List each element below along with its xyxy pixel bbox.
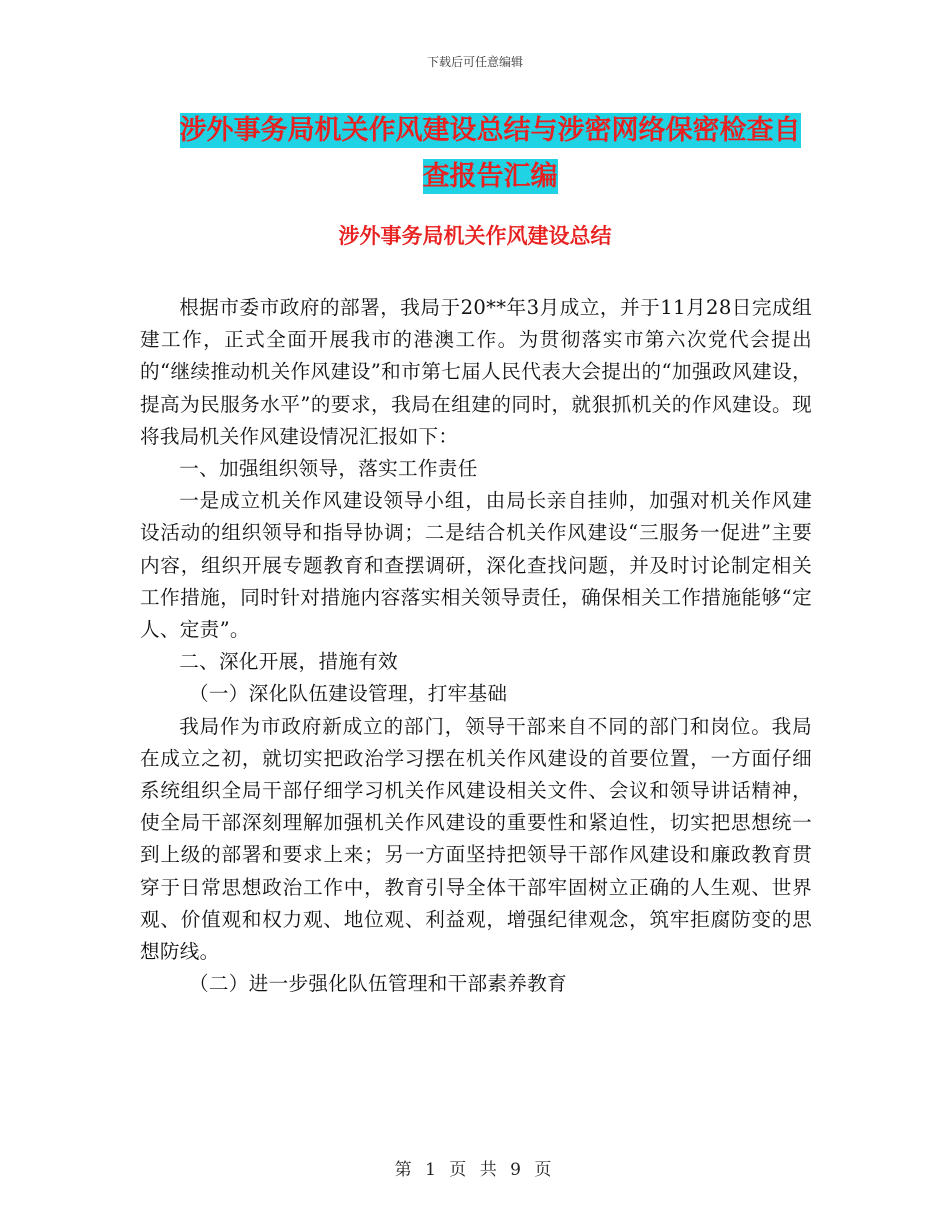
paragraph-intro: 根据市委市政府的部署，我局于20**年3月成立，并于11月28日完成组建工作，正式全面开展我市的港澳工作。为贯彻落实市第六次党代会提出的“继续推动机关作风建设”和市第七届人民代表大会提出的“加强政风建设，提高为民服务水平”的要求，我局在组建的同时，就狠抓机关的作风建设。现将我局机关作风建设情况汇报如下： <box>140 296 812 448</box>
document-title-line-2: 查报告汇编 <box>422 161 558 192</box>
subheading-2-1: （一）深化队伍建设管理，打牢基础 <box>189 682 508 706</box>
header-note: 下载后可任意编辑 <box>426 55 523 69</box>
paragraph-section-1: 一是成立机关作风建设领导小组，由局长亲自挂帅，加强对机关作风建设活动的组织领导和指导协调；二是结合机关作风建设“三服务一促进”主要内容，组织开展专题教育和查摆调研，深化查找问题，并及时讨论制定相关工作措施，同时针对措施内容落实相关领导责任，确保相关工作措施能够“定人、定责”。 <box>140 489 812 642</box>
document-title <box>140 108 840 200</box>
heading-section-2: 二、深化开展，措施有效 <box>179 650 399 674</box>
section-title: 涉外事务局机关作风建设总结 <box>338 224 612 248</box>
page-number-footer: 第 1 页 共 9 页 <box>394 1160 556 1180</box>
body-text <box>140 292 812 1000</box>
subheading-2-2: （二）进一步强化队伍管理和干部素养教育 <box>189 972 567 996</box>
document-title-line-1: 涉外事务局机关作风建设总结与涉密网络保密检查自 <box>179 115 801 146</box>
heading-section-1: 一、加强组织领导，落实工作责任 <box>179 457 478 481</box>
paragraph-2-1: 我局作为市政府新成立的部门，领导干部来自不同的部门和岗位。我局在成立之初，就切实把政治学习摆在机关作风建设的首要位置，一方面仔细系统组织全局干部仔细学习机关作风建设相关文件、会议和领导讲话精神，使全局干部深刻理解加强机关作风建设的重要性和紧迫性，切实把思想统一到上级的部署和要求上来；另一方面坚持把领导干部作风建设和廉政教育贯穿于日常思想政治工作中，教育引导全体干部牢固树立正确的人生观、世界观、价值观和权力观、地位观、利益观，增强纪律观念，筑牢拒腐防变的思想防线。 <box>140 714 812 964</box>
